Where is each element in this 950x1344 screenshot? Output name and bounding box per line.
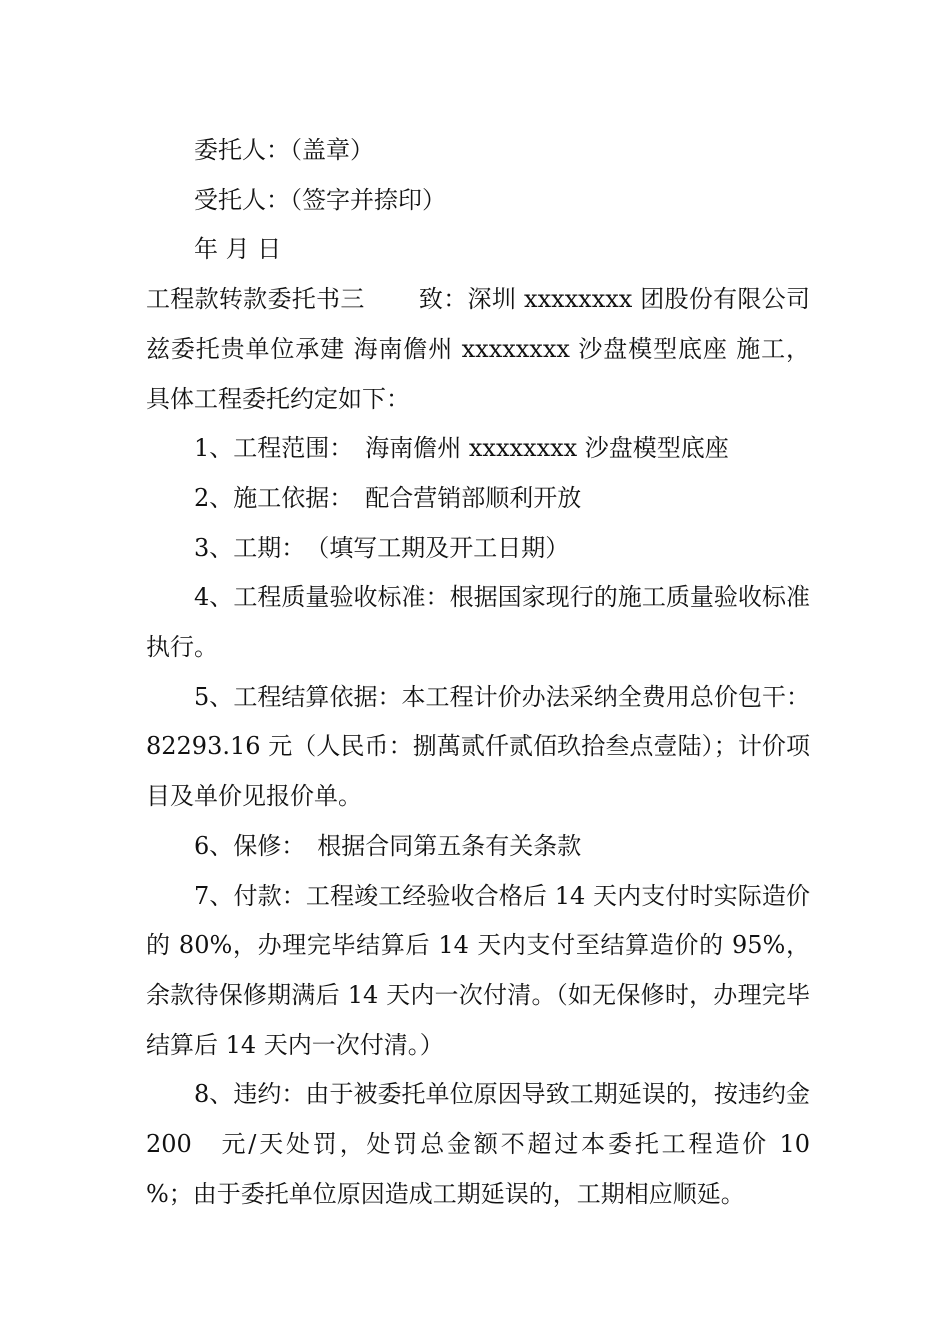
clause-1: 1、工程范围： 海南儋州 xxxxxxxx 沙盘模型底座: [194, 434, 729, 463]
clause-3: 3、工期： （填写工期及开工日期）: [194, 533, 570, 562]
clause-7: 7、付款：工程竣工经验收合格后 14 天内支付时实际造价的 80%，办理完毕结算后 14 天内支付至结算造价的 95%，余款待保修期满后 14 天内一次付清。（如无保修时，办理完毕结算后 14 天内一次付清。）: [146, 881, 810, 1059]
clause-6: 6、保修： 根据合同第五条有关条款: [194, 831, 582, 860]
agent-line: 受托人：（签字并捺印）: [194, 185, 446, 214]
intro-paragraph: [146, 275, 810, 424]
clause-8: 8、违约：由于被委托单位原因导致工期延误的，按违约金 200 元/天处罚，处罚总金额不超过本委托工程造价 10 %；由于委托单位原因造成工期延误的，工期相应顺延。: [146, 1080, 834, 1208]
clause-4: 4、工程质量验收标准：根据国家现行的施工质量验收标准执行。: [146, 583, 810, 662]
principal-line: 委托人：（盖章）: [194, 136, 374, 164]
date-line: 年 月 日: [194, 235, 282, 264]
clause-2: 2、施工依据： 配合营销部顺利开放: [194, 483, 582, 512]
document-title: 工程款转款委托书三: [146, 285, 365, 314]
addressee-text: 致：深圳 xxxxxxxx 团股份有限公司兹委托贵单位承建 海南儋州 xxxxxxxx 沙盘模型底座 施工，具体工程委托约定如下：: [146, 285, 810, 413]
document-body: [146, 126, 834, 1219]
clause-5: 5、工程结算依据：本工程计价办法采纳全费用总价包干：82293.16 元（人民币：捌萬贰仟贰佰玖拾叁点壹陆）；计价项目及单价见报价单。: [146, 682, 810, 811]
